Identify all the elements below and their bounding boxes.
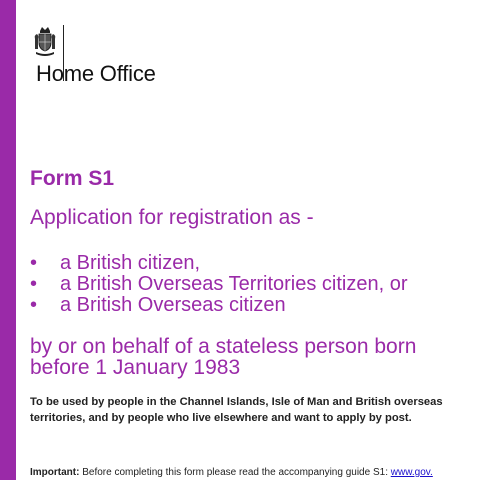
application-intro: Application for registration as -: [30, 206, 314, 229]
bullet: •: [30, 294, 38, 316]
org-name: Home Office: [36, 61, 156, 86]
bullet: •: [30, 273, 38, 295]
guide-link[interactable]: www.gov.: [390, 467, 433, 478]
list-item: [30, 274, 408, 295]
form-code: Form S1: [30, 167, 115, 190]
list-item: [30, 295, 408, 316]
usage-note: To be used by people in the Channel Islands, Isle of Man and British overseas territories, and by people who live elsewhere and want to apply by post.: [30, 396, 443, 424]
royal-coat-of-arms-icon: [33, 25, 57, 57]
option-label: a British Overseas citizen: [60, 294, 286, 316]
important-text: Before completing this form please read the accompanying guide S1:: [82, 467, 388, 478]
important-notice: [30, 466, 475, 480]
side-accent-bar: [0, 0, 16, 480]
list-item: [30, 253, 408, 274]
bullet: •: [30, 252, 38, 274]
eligibility-condition: by or on behalf of a stateless person born before 1 January 1983: [30, 335, 417, 379]
citizenship-options: [30, 253, 408, 316]
important-label: Important:: [30, 467, 80, 478]
option-label: a British citizen,: [60, 252, 201, 274]
option-label: a British Overseas Territories citizen, or: [60, 273, 408, 295]
